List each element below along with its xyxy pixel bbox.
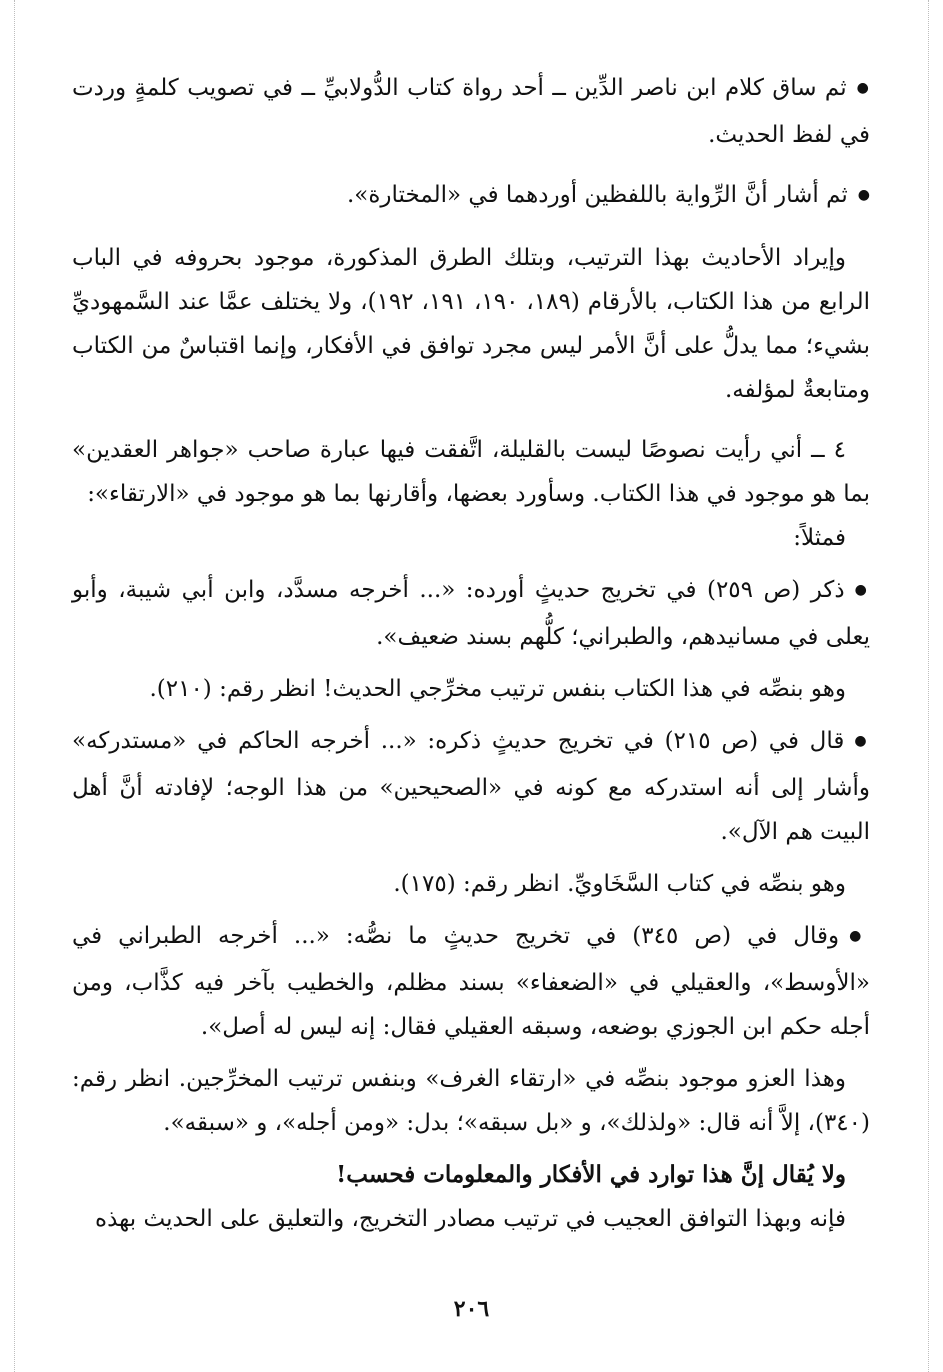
- paragraph-8: ● قال في (ص ٢١٥) في تخريج حديثٍ ذكره: «... أخرجه الحاكم في «مستدركه» وأشار إلى أنه استدركه مع كونه في «الصحيحين» من هذا الوجه؛ لإفادته أنَّ أهل البيت هم الآل».: [72, 719, 870, 854]
- paragraph-11: وهذا العزو موجود بنصِّه في «ارتقاء الغرف» وبنفس ترتيب المخرِّجين. انظر رقم: (٣٤٠)، إلاَّ أنه قال: «ولذلك»، و «بل سبقه»؛ بدل: «ومن أجله»، و «سبقه».: [72, 1066, 870, 1136]
- paragraph-7: وهو بنصِّه في هذا الكتاب بنفس ترتيب مخرِّجي الحديث! انظر رقم: (٢١٠).: [149, 676, 846, 702]
- paragraph-4: ٤ ــ أني رأيت نصوصًا ليست بالقليلة، اتَّفقت فيها عبارة صاحب «جواهر العقدين» بما هو موجود في هذا الكتاب. وسأورد بعضها، وأقارنها بما هو موجود في «الارتقاء»:: [72, 437, 870, 507]
- margin-guide-right: [928, 0, 929, 1372]
- paragraph-1: ● ثم ساق كلام ابن ناصر الدِّين ــ أحد رواة كتاب الدُّولابيِّ ــ في تصويب كلمةٍ وردت في لفظ الحديث.: [72, 66, 870, 157]
- paragraph-5: فمثلاً:: [793, 525, 846, 551]
- paragraph-12: ولا يُقال إنَّ هذا توارد في الأفكار والمعلومات فحسب!: [336, 1161, 846, 1188]
- paragraph-6: ● ذكر (ص ٢٥٩) في تخريج حديثٍ أورده: «... أخرجه مسدَّد، وابن أبي شيبة، وأبو يعلى في مسانيدهم، والطبراني؛ كلُّهم بسند ضعيف».: [72, 568, 870, 659]
- paragraph-3: وإيراد الأحاديث بهذا الترتيب، وبتلك الطرق المذكورة، موجود بحروفه في الباب الرابع من هذا الكتاب، بالأرقام (١٨٩، ١٩٠، ١٩١، ١٩٢)، ولا يختلف عمَّا عند السَّمهوديِّ بشيء؛ مما يدلُّ على أنَّ الأمر ليس مجرد توافق في الأفكار، وإنما اقتباسٌ من الكتاب ومتابعةٌ لمؤلفه.: [72, 245, 871, 403]
- paragraph-13: فإنه وبهذا التوافق العجيب في ترتيب مصادر التخريج، والتعليق على الحديث بهذه: [95, 1206, 846, 1232]
- page-number: ٢٠٦: [453, 1296, 490, 1322]
- document-page: [72, 66, 870, 1356]
- paragraph-10: ● وقال في (ص ٣٤٥) في تخريج حديثٍ ما نصُّه: «... أخرجه الطبراني في «الأوسط»، والعقيلي في «الضعفاء» بسند مظلم، والخطيب بآخر فيه كذَّاب، ومن أجله حكم ابن الجوزي بوضعه، وسبقه العقيلي فقال: إنه ليس له أصل».: [72, 914, 870, 1049]
- paragraph-2: ● ثم أشار أنَّ الرِّواية باللفظين أوردهما في «المختارة».: [72, 173, 870, 220]
- margin-guide-left: [14, 0, 15, 1372]
- paragraph-9: وهو بنصِّه في كتاب السَّخَاويِّ. انظر رقم: (١٧٥).: [393, 871, 846, 897]
